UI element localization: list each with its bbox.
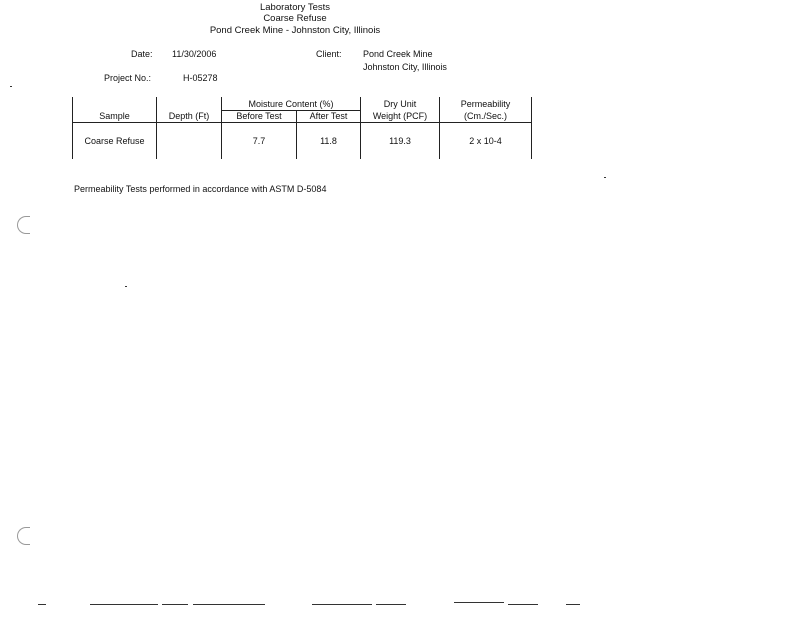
header-permeability: Permeability: [460, 99, 511, 109]
scan-speck: [125, 286, 127, 287]
table-border-left: [72, 97, 73, 159]
table-divider: [156, 97, 157, 159]
header-permeability-units: (Cm./Sec.): [463, 111, 507, 121]
scan-edge-mark: [38, 604, 46, 605]
cell-dry-unit-weight: 119.3: [389, 136, 411, 146]
report-location: Pond Creek Mine - Johnston City, Illinois: [209, 25, 381, 36]
client-name: Pond Creek Mine: [363, 49, 433, 59]
scan-edge-mark: [193, 604, 265, 605]
header-rule: [72, 122, 532, 123]
table-border-right: [531, 97, 532, 159]
scan-edge-mark: [566, 604, 580, 605]
header-depth: Depth (Ft): [168, 111, 210, 121]
scan-edge-mark: [454, 602, 504, 603]
header-dry-unit-weight: Weight (PCF): [372, 111, 428, 121]
header-dry-unit: Dry Unit: [383, 99, 417, 109]
header-after-test: After Test: [309, 111, 348, 121]
scan-edge-mark: [162, 604, 188, 605]
header-moisture-content: Moisture Content (%): [248, 99, 334, 109]
header-before-test: Before Test: [236, 111, 282, 121]
scan-edge-mark: [90, 604, 158, 605]
project-label: Project No.:: [104, 73, 152, 83]
report-title: Laboratory Tests: [259, 2, 331, 13]
scan-speck: [604, 177, 606, 178]
cell-permeability: 2 x 10-4: [469, 136, 502, 146]
footnote: Permeability Tests performed in accordance with ASTM D-5084: [74, 184, 327, 194]
project-value: H-05278: [183, 73, 218, 83]
header-sample: Sample: [99, 111, 130, 121]
date-label: Date:: [131, 49, 153, 59]
binder-hole-mark: [17, 527, 30, 545]
scan-speck: [10, 86, 12, 87]
cell-after-test: 11.8: [320, 136, 337, 146]
client-label: Client:: [316, 49, 342, 59]
binder-hole-mark: [17, 216, 30, 234]
scan-edge-mark: [508, 604, 538, 605]
cell-sample: Coarse Refuse: [84, 136, 145, 146]
cell-before-test: 7.7: [252, 136, 266, 146]
report-subtitle: Coarse Refuse: [263, 13, 327, 24]
date-value: 11/30/2006: [172, 49, 217, 59]
scan-edge-mark: [312, 604, 372, 605]
scan-edge-mark: [376, 604, 406, 605]
client-location: Johnston City, Illinois: [363, 62, 447, 72]
